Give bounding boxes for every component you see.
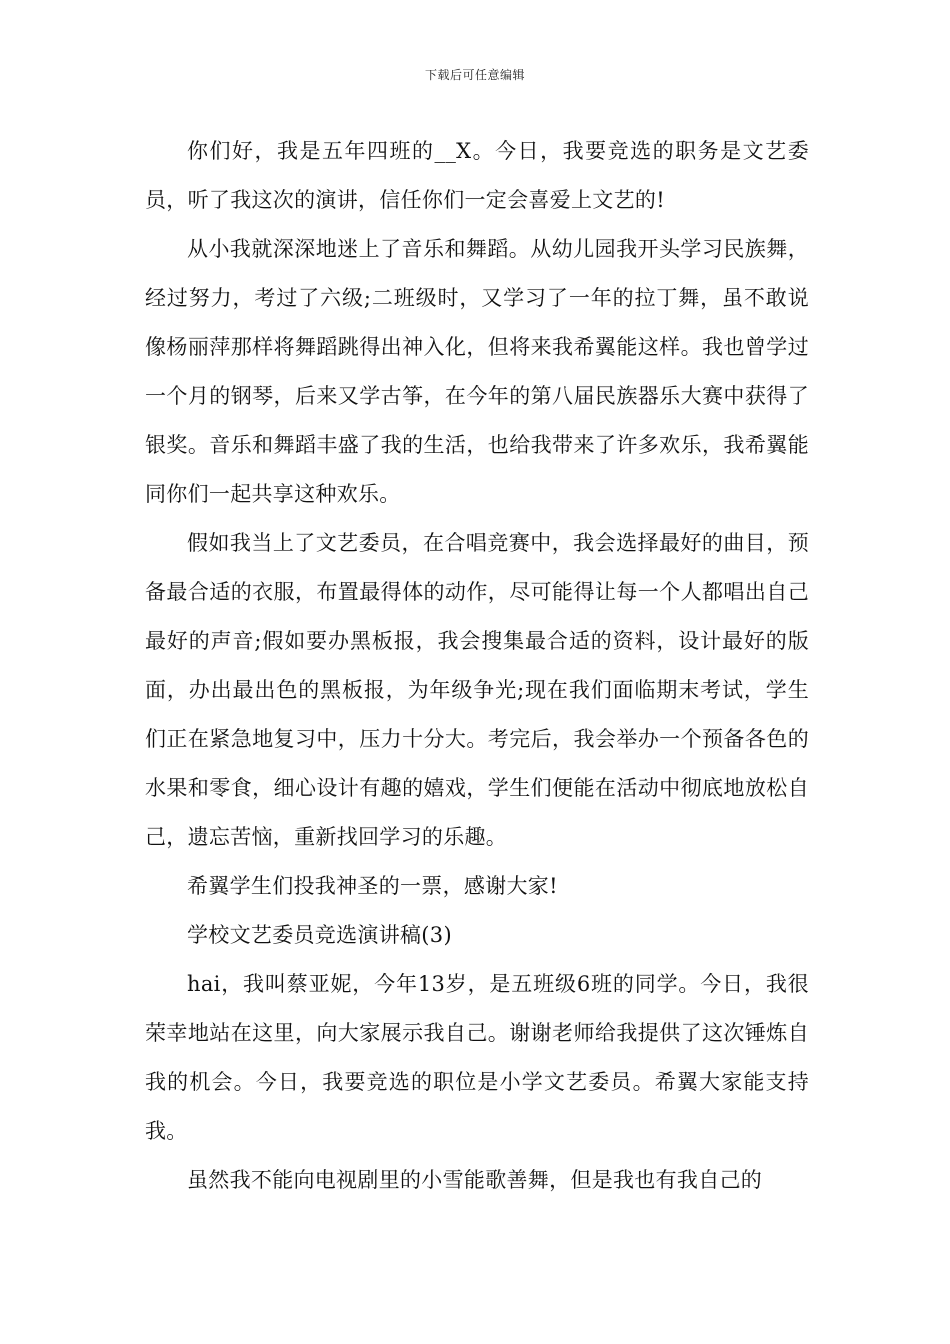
page-header: 下载后可任意编辑 xyxy=(424,68,525,82)
paragraph-continued: 虽然我不能向电视剧里的小雪能歌善舞，但是我也有我自己的 xyxy=(187,1168,763,1192)
paragraph-intro-2: hai，我叫蔡亚妮，今年13岁，是五班级6班的同学。今日，我很荣幸地站在这里，向大家展示我自己。谢谢老师给我提供了这次锤炼自我的机会。今日，我要竞选的职位是小学文艺委员。希翼大家能支持我。 xyxy=(145,972,809,1143)
paragraph-plans: 假如我当上了文艺委员，在合唱竞赛中，我会选择最好的曲目，预备最合适的衣服，布置最得体的动作，尽可能得让每一个人都唱出自己最好的声音;假如要办黑板报，我会搜集最合适的资料，设计最好的版面，办出最出色的黑板报，为年级争光;现在我们面临期末考试，学生们正在紧急地复习中，压力十分大。考完后，我会举办一个预备各色的水果和零食，细心设计有趣的嬉戏，学生们便能在活动中彻底地放松自己，遗忘苦恼，重新找回学习的乐趣。 xyxy=(145,531,809,849)
paragraph-thanks: 希翼学生们投我神圣的一票，感谢大家! xyxy=(187,874,558,898)
document-body xyxy=(145,127,809,1205)
paragraph-experience: 从小我就深深地迷上了音乐和舞蹈。从幼儿园我开头学习民族舞，经过努力，考过了六级;二班级时，又学习了一年的拉丁舞，虽不敢说像杨丽萍那样将舞蹈跳得出神入化，但将来我希翼能这样。我也曾学过一个月的钢琴，后来又学古筝，在今年的第八届民族器乐大赛中获得了银奖。音乐和舞蹈丰盛了我的生活，也给我带来了许多欢乐，我希翼能同你们一起共享这种欢乐。 xyxy=(145,237,809,506)
section-title: 学校文艺委员竞选演讲稿(3) xyxy=(187,923,452,947)
paragraph-greeting: 你们好，我是五年四班的__X。今日，我要竞选的职务是文艺委员，听了我这次的演讲，信任你们一定会喜爱上文艺的! xyxy=(145,139,809,212)
